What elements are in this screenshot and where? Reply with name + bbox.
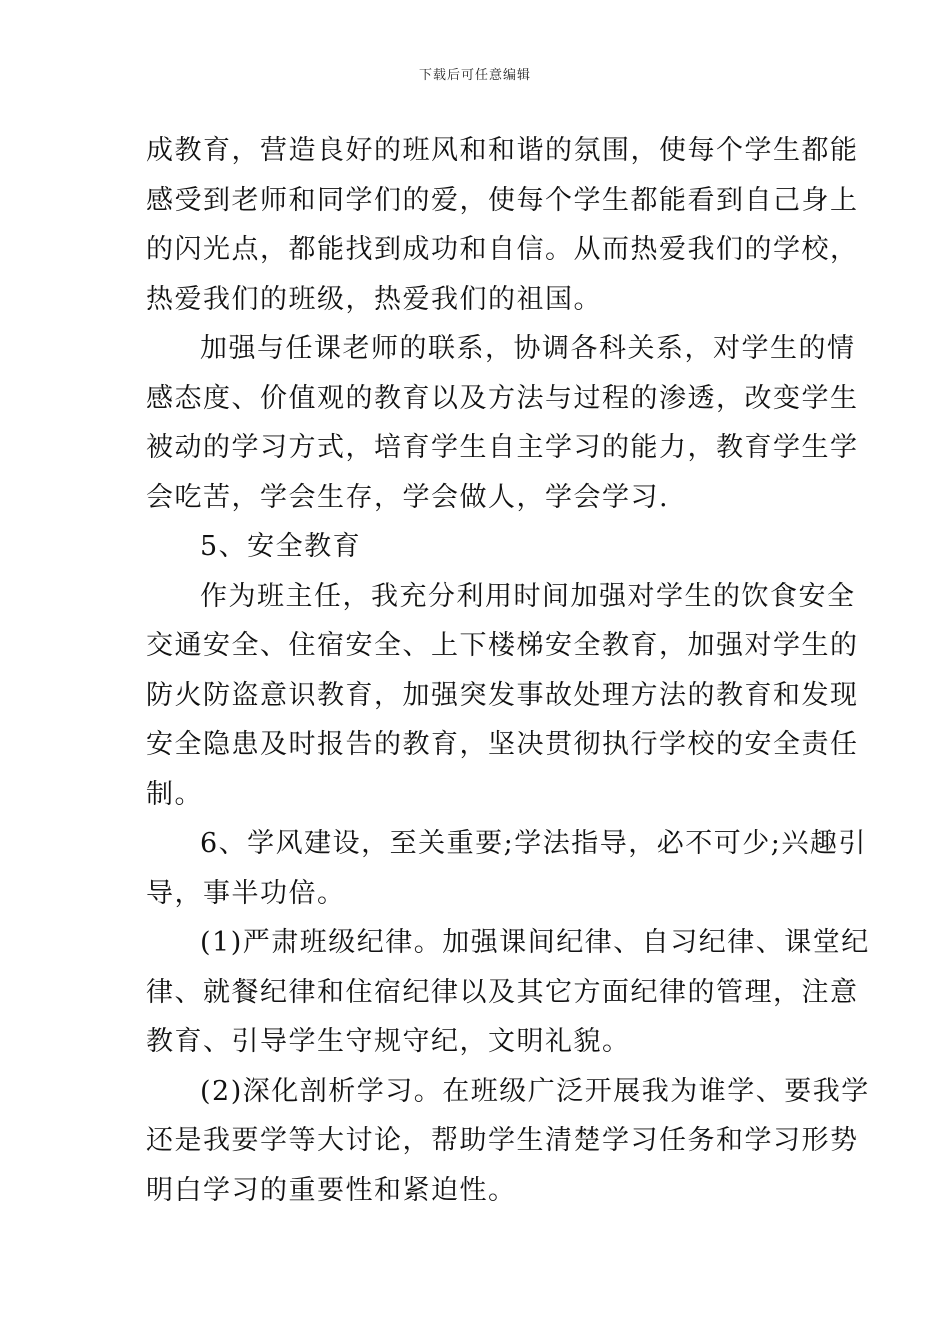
text-line: 教育、引导学生守规守纪，文明礼貌。 <box>146 1026 631 1057</box>
document-body <box>146 126 870 1215</box>
text-line: 感受到老师和同学们的爱，使每个学生都能看到自己身上 <box>146 184 859 216</box>
text-line: 热爱我们的班级，热爱我们的祖国。 <box>146 283 602 315</box>
text-line: 作为班主任，我充分利用时间加强对学生的饮食安全 <box>200 580 856 612</box>
text-line: 还是我要学等大讨论，帮助学生清楚学习任务和学习形势 <box>146 1125 859 1156</box>
text-line: (1)严肃班级纪律。加强课间纪律、自习纪律、课堂纪 <box>200 927 870 958</box>
text-line: 防火防盗意识教育，加强突发事故处理方法的教育和发现 <box>146 679 859 711</box>
text-line: 成教育，营造良好的班风和和谐的氛围，使每个学生都能 <box>146 135 859 166</box>
paragraph <box>146 918 870 1067</box>
text-line: 加强与任课老师的联系，协调各科关系，对学生的情 <box>200 333 856 364</box>
paragraph <box>146 324 859 522</box>
paragraph <box>146 126 859 324</box>
paragraph <box>146 1067 870 1216</box>
text-line: 被动的学习方式，培育学生自主学习的能力，教育学生学 <box>146 432 859 463</box>
text-line: (2)深化剖析学习。在班级广泛开展我为谁学、要我学 <box>200 1075 870 1107</box>
text-line: 制。 <box>146 778 203 810</box>
text-line: 6、学风建设，至关重要;学法指导，必不可少;兴趣引 <box>200 828 867 859</box>
text-line: 会吃苦，学会生存，学会做人，学会学习. <box>146 481 670 513</box>
section-heading <box>146 522 812 572</box>
text-line: 明白学习的重要性和紧迫性。 <box>146 1174 517 1206</box>
text-line: 感态度、价值观的教育以及方法与过程的渗透，改变学生 <box>146 382 859 414</box>
paragraph <box>146 572 859 820</box>
text-line: 律、就餐纪律和住宿纪律以及其它方面纪律的管理，注意 <box>146 976 859 1008</box>
text-line: 交通安全、住宿安全、上下楼梯安全教育，加强对学生的 <box>146 630 859 661</box>
text-line: 导，事半功倍。 <box>146 877 346 909</box>
paragraph <box>146 819 867 918</box>
page-header-note: 下载后可任意编辑 <box>418 68 531 83</box>
text-line: 的闪光点，都能找到成功和自信。从而热爱我们的学校， <box>146 234 859 265</box>
text-line: 5、安全教育 <box>200 531 362 562</box>
text-line: 安全隐患及时报告的教育，坚决贯彻执行学校的安全责任 <box>146 729 859 760</box>
